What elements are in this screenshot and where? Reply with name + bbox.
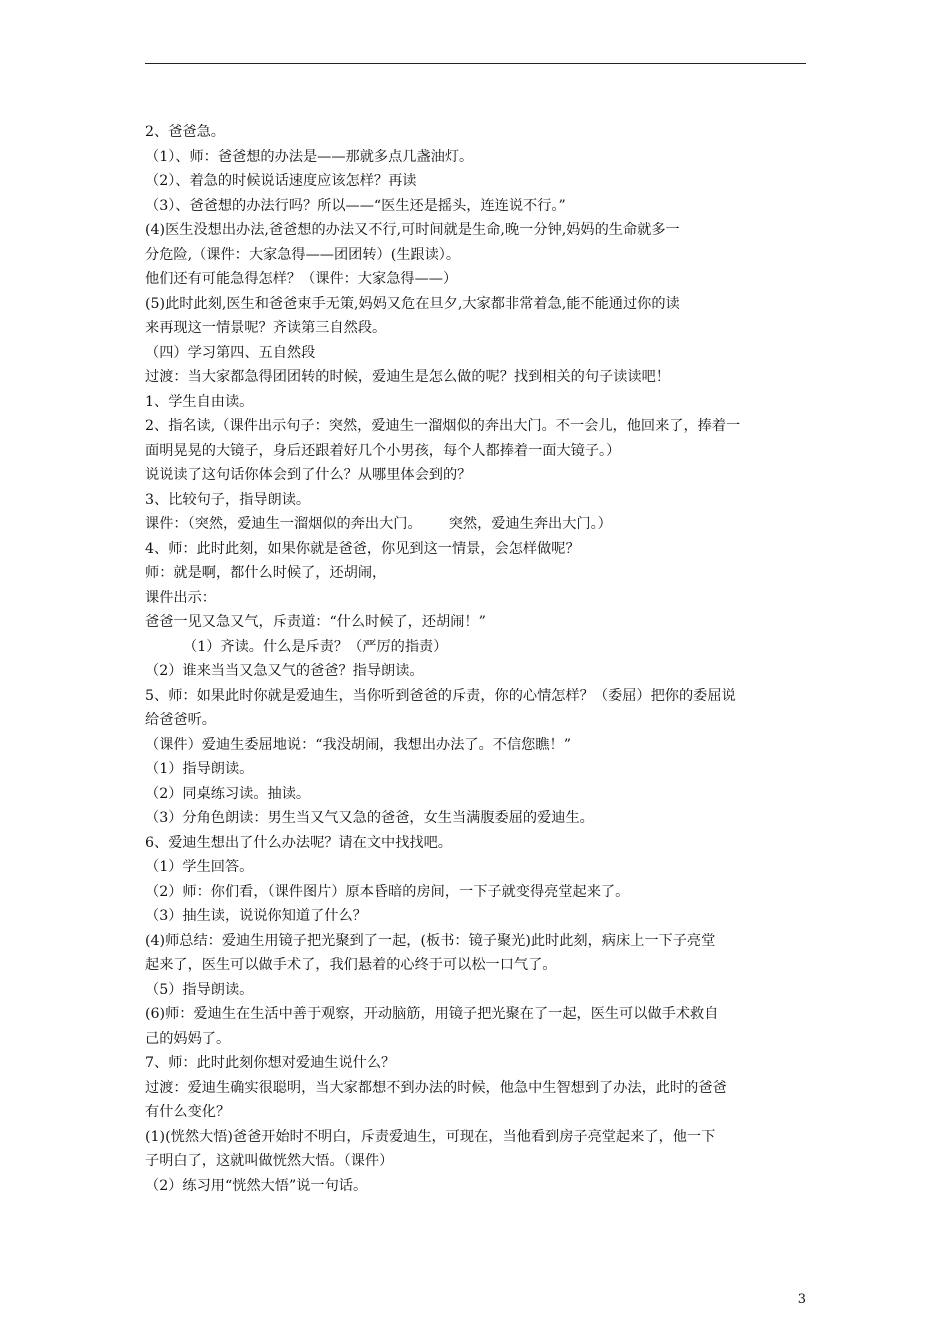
text-line: （2）同桌练习读。抽读。 xyxy=(145,785,311,802)
text-line: 4、师：此时此刻，如果你就是爸爸，你见到这一情景，会怎样做呢？ xyxy=(145,540,580,557)
text-line: 7、师：此时此刻你想对爱迪生说什么？ xyxy=(145,1055,396,1071)
text-line: （2）谁来当当又急又气的爸爸？指导朗读。 xyxy=(145,663,424,679)
text-line: 过渡：爱迪生确实很聪明，当大家都想不到办法的时候，他急中生智想到了办法，此时的爸爸 xyxy=(145,1079,727,1096)
text-line: 1、学生自由读。 xyxy=(145,393,254,410)
text-line: 来再现这一情景呢？齐读第三自然段。 xyxy=(145,320,387,336)
text-line: 2、指名读,（课件出示句子：突然，爱迪生一溜烟似的奔出大门。不一会儿，他回来了，捧着一 xyxy=(145,418,741,434)
text-line: 过渡：当大家都急得团团转的时候，爱迪生是怎么做的呢？找到相关的句子读读吧！ xyxy=(145,369,670,385)
text-line: 3、比较句子，指导朗读。 xyxy=(145,491,311,508)
text-line: （1）学生回答。 xyxy=(145,859,254,875)
text-line: （3）、爸爸想的办法行吗？所以——“医生还是摇头，连连说不行。” xyxy=(145,197,566,214)
text-line: 给爸爸听。 xyxy=(145,712,216,728)
text-line: 有什么变化？ xyxy=(145,1104,231,1120)
text-line: (6)师：爱迪生在生活中善于观察，开动脑筋，用镜子把光聚在了一起，医生可以做手术救自 xyxy=(145,1006,719,1022)
document-body xyxy=(145,120,810,1198)
text-line: 他们还有可能急得怎样？（课件：大家急得——） xyxy=(145,271,458,287)
text-line: (4)师总结：爱迪生用镜子把光聚到了一起，(板书：镜子聚光)此时此刻，病床上一下子亮堂 xyxy=(145,932,716,949)
text-line: (5)此时此刻,医生和爸爸束手无策,妈妈又危在旦夕,大家都非常着急,能不能通过你的读 xyxy=(145,295,680,312)
page-number: 3 xyxy=(797,1292,806,1307)
text-line: （2）、着急的时候说话速度应该怎样？再读 xyxy=(145,173,417,189)
text-line: （3）分角色朗读：男生当又气又急的爸爸，女生当满腹委屈的爱迪生。 xyxy=(145,810,594,826)
text-line: 6、爱迪生想出了什么办法呢？请在文中找找吧。 xyxy=(145,834,452,851)
text-line: 己的妈妈了。 xyxy=(145,1030,231,1047)
text-line: （2）师：你们看，（课件图片）原本昏暗的房间，一下子就变得亮堂起来了。 xyxy=(145,883,630,900)
text-line: 师：就是啊，都什么时候了，还胡闹， xyxy=(145,565,387,581)
text-line: 面明晃晃的大镜子，身后还跟着好几个小男孩，每个人都捧着一面大镜子。） xyxy=(145,442,621,459)
text-line: （3）抽生读，说说你知道了什么？ xyxy=(145,908,367,924)
text-line: 子明白了，这就叫做恍然大悟。（课件） xyxy=(145,1153,394,1169)
text-line: （5）指导朗读。 xyxy=(145,981,254,998)
text-line: 5、师：如果此时你就是爱迪生，当你听到爸爸的斥责，你的心情怎样？（委屈）把你的委屈说 xyxy=(145,687,736,704)
text-line: 起来了，医生可以做手术了，我们悬着的心终于可以松一口气了。 xyxy=(145,957,557,973)
text-line: 课件出示： xyxy=(145,589,216,606)
text-line: （2）练习用“恍然大悟”说一句话。 xyxy=(145,1177,368,1194)
text-line: 说说读了这句话你体会到了什么？从哪里体会到的？ xyxy=(145,467,472,483)
section-heading: （四）学习第四、五自然段 xyxy=(145,344,316,361)
text-line: （课件）爱迪生委屈地说：“我没胡闹，我想出办法了。不信您瞧！” xyxy=(145,736,571,753)
text-line: （1）齐读。什么是斥责？（严厉的指责） xyxy=(183,638,448,655)
text-line: 爸爸一见又急又气，斥责道：“什么时候了，还胡闹！” xyxy=(145,614,486,630)
header-rule xyxy=(145,63,806,64)
text-line: 课件：（突然，爱迪生一溜烟似的奔出大门。 突然，爱迪生奔出大门。） xyxy=(145,516,612,532)
text-line: （1）、师：爸爸想的办法是——那就多点几盏油灯。 xyxy=(145,148,474,165)
text-line: 2、爸爸急。 xyxy=(145,124,225,140)
text-line: （1）指导朗读。 xyxy=(145,761,254,777)
text-line: 分危险,（课件：大家急得——团团转）(生跟读）。 xyxy=(145,246,461,263)
text-line: (1)(恍然大悟)爸爸开始时不明白，斥责爱迪生，可现在，当他看到房子亮堂起来了，他一下 xyxy=(145,1128,716,1145)
text-line: (4)医生没想出办法,爸爸想的办法又不行,可时间就是生命,晚一分钟,妈妈的生命就多一 xyxy=(145,222,680,238)
